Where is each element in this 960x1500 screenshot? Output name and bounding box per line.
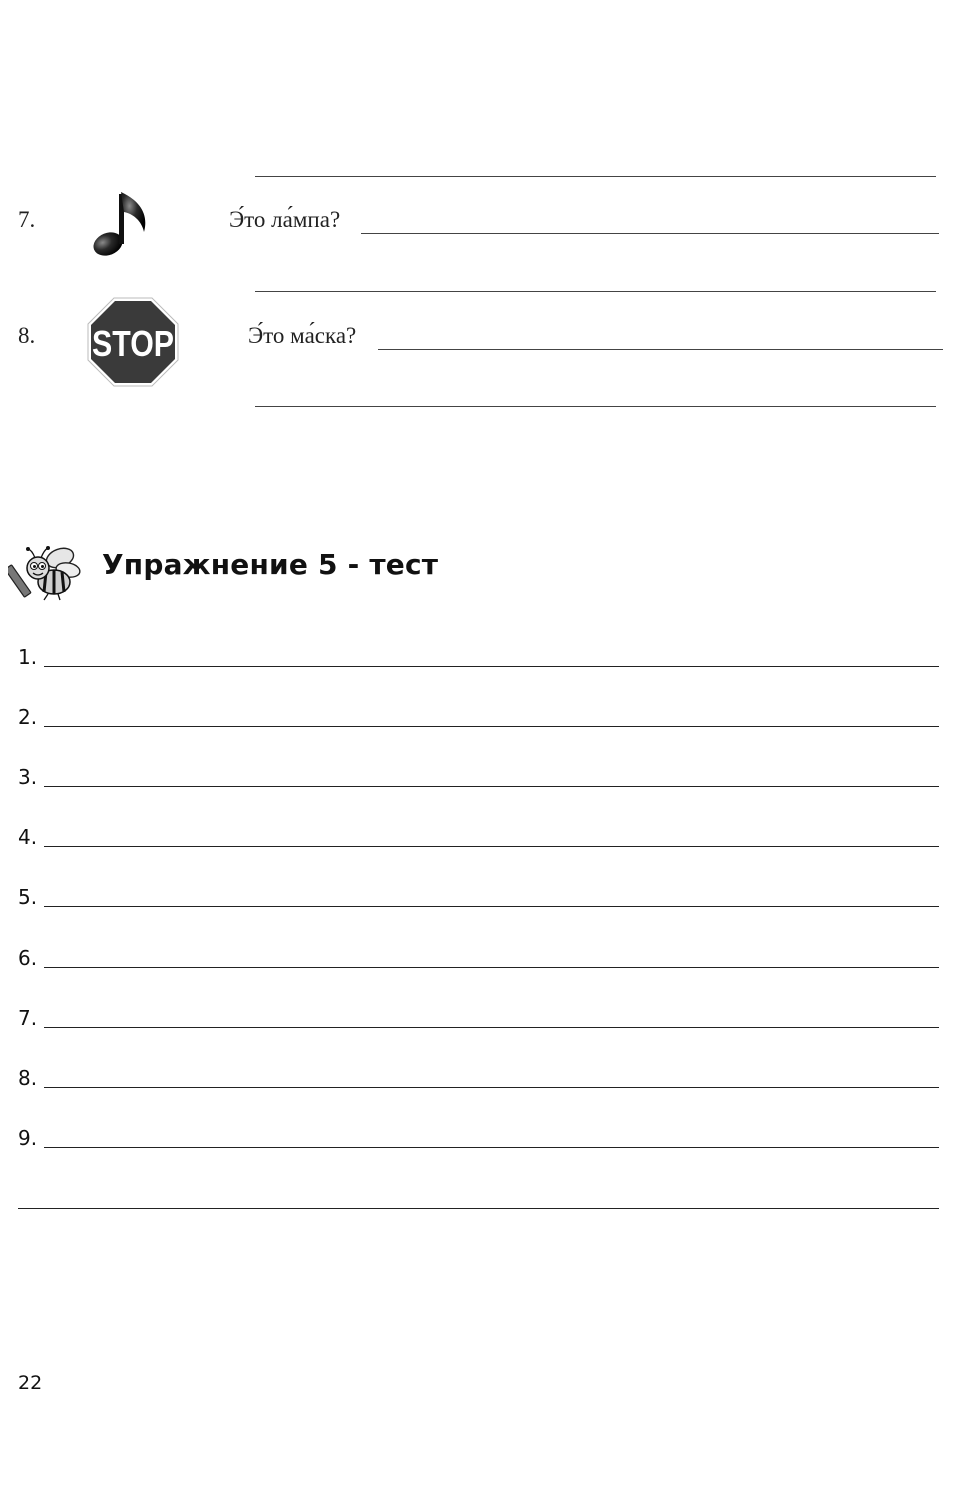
answer-line[interactable] bbox=[18, 1208, 939, 1209]
answer-line[interactable] bbox=[378, 349, 943, 350]
answer-number: 3. bbox=[18, 765, 38, 789]
answer-line[interactable] bbox=[44, 1147, 939, 1148]
answer-line[interactable] bbox=[44, 1027, 939, 1028]
answer-line[interactable] bbox=[255, 406, 936, 407]
answer-line[interactable] bbox=[44, 967, 939, 968]
answer-number: 4. bbox=[18, 825, 38, 849]
answer-number: 2. bbox=[18, 705, 38, 729]
question-prompt: Э́то ма́ска? bbox=[248, 323, 357, 348]
answer-number: 5. bbox=[18, 885, 38, 909]
answer-line[interactable] bbox=[44, 666, 939, 667]
answer-line[interactable] bbox=[44, 786, 939, 787]
answer-line[interactable] bbox=[255, 176, 936, 177]
question-number: 7. bbox=[18, 207, 36, 232]
answer-line[interactable] bbox=[44, 726, 939, 727]
music-note-icon bbox=[88, 188, 154, 260]
bee-icon bbox=[8, 544, 84, 602]
answer-number: 6. bbox=[18, 946, 38, 970]
stop-sign-icon bbox=[86, 296, 180, 388]
answer-line[interactable] bbox=[44, 1087, 939, 1088]
exercise-title: Упражнение 5 - тест bbox=[102, 548, 439, 581]
page-number: 22 bbox=[18, 1372, 43, 1394]
answer-number: 7. bbox=[18, 1006, 38, 1030]
answer-line[interactable] bbox=[255, 291, 936, 292]
answer-line[interactable] bbox=[361, 233, 939, 234]
answer-number: 9. bbox=[18, 1126, 38, 1150]
stop-sign-text: STOP bbox=[92, 323, 174, 364]
question-prompt: Э́то ла́мпа? bbox=[229, 207, 341, 232]
question-number: 8. bbox=[18, 323, 36, 348]
answer-number: 8. bbox=[18, 1066, 38, 1090]
answer-line[interactable] bbox=[44, 906, 939, 907]
answer-line[interactable] bbox=[44, 846, 939, 847]
answer-number: 1. bbox=[18, 645, 38, 669]
